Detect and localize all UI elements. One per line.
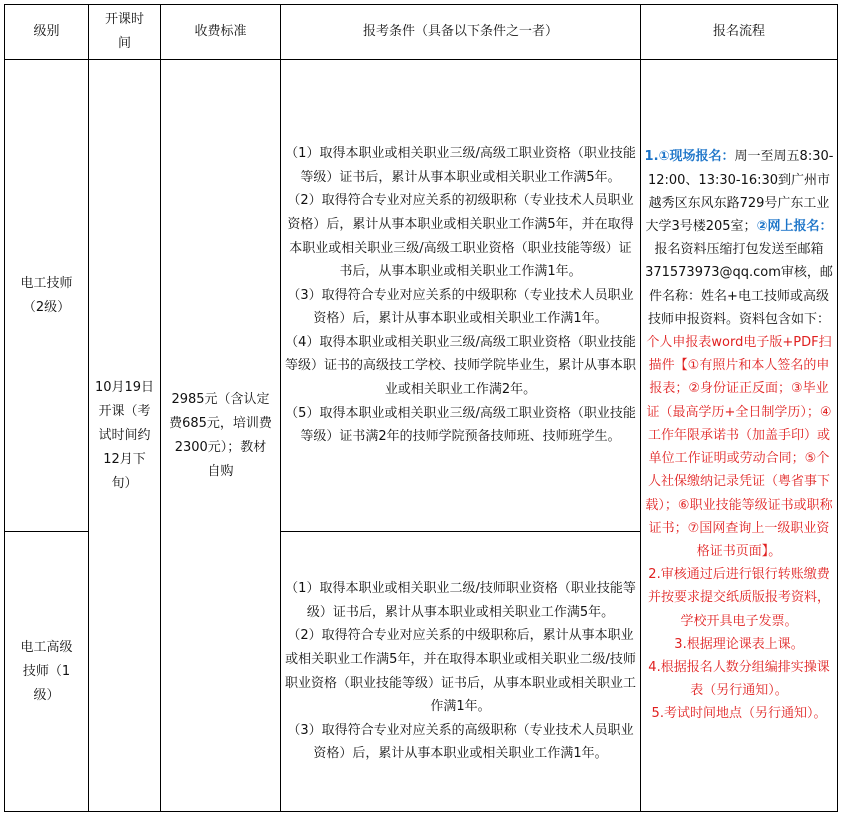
fee-cell: 2985元（含认定费685元，培训费2300元）；教材自购 — [161, 60, 281, 812]
process-step-5: 5.考试时间地点（另行通知）。 — [651, 706, 827, 722]
level-cell: 电工高级技师（1级） — [5, 532, 89, 812]
condition-item: （5）取得本职业或相关职业三级/高级工职业资格（职业技能等级）证书满2年的技师学院预备技师班、技师班学生。 — [285, 405, 636, 445]
header-level: 级别 — [5, 5, 89, 60]
condition-item: （1）取得本职业或相关职业二级/技师职业资格（职业技能等级）证书后，累计从事本职业或相关职业工作满5年。 — [285, 581, 636, 620]
process-cell — [641, 60, 838, 812]
header-process: 报名流程 — [641, 5, 838, 60]
online-label: ②网上报名： — [756, 219, 833, 235]
header-fee: 收费标准 — [161, 5, 281, 60]
materials-text: 个人申报表word电子版+PDF扫描件【①有照片和本人签名的申报表；②身份证正反面；③毕业证（最高学历+全日制学历）；④工作年限承诺书（加盖手印）或单位工作证明或劳动合同；⑤个人社保缴纳记录凭证（粤省事下载）；⑥职业技能等级证书或职称证书；⑦国网查询上一级职业资格证书页面】。 — [645, 335, 833, 559]
conditions-list — [281, 142, 640, 449]
process-step-2: 2.审核通过后进行银行转账缴费并按要求提交纸质版报考资料，学校开具电子发票。 — [647, 567, 830, 629]
condition-item: （2）取得符合专业对应关系的初级职称（专业技术人员职业资格）后，累计从事本职业或相关职业工作满5年，并在取得本职业或相关职业三级/高级工职业资格（职业技能等级）证书后，从事本职业或相关职业工作满1年。 — [287, 193, 634, 280]
condition-item: （1）取得本职业或相关职业三级/高级工职业资格（职业技能等级）证书后，累计从事本职业或相关职业工作满5年。 — [285, 146, 636, 185]
onsite-label: 1.①现场报名： — [644, 149, 735, 165]
condition-item: （3）取得符合专业对应关系的中级职称（专业技术人员职业资格）后，累计从事本职业或相关职业工作满1年。 — [287, 287, 634, 327]
start-time-cell: 10月19日开课（考试时间约12月下旬） — [89, 60, 161, 812]
online-text: 报名资料压缩打包发送至邮箱371573973@qq.com审核，邮件名称：姓名+电工技师或高级技师申报资料。资料包含如下： — [645, 242, 833, 327]
conditions-list — [281, 577, 640, 766]
table-row — [5, 60, 838, 532]
conditions-cell — [281, 532, 641, 812]
process-step-4: 4.根据报名人数分组编排实操课表（另行通知）。 — [648, 659, 830, 699]
header-row — [5, 5, 838, 60]
header-start-time: 开课时间 — [89, 5, 161, 60]
level-cell: 电工技师（2级） — [5, 60, 89, 532]
conditions-cell — [281, 60, 641, 532]
condition-item: （4）取得本职业或相关职业三级/高级工职业资格（职业技能等级）证书的高级技工学校、技师学院毕业生，累计从事本职业或相关职业工作满2年。 — [285, 334, 637, 398]
registration-table — [4, 4, 838, 812]
header-conditions: 报考条件（具备以下条件之一者） — [281, 5, 641, 60]
onsite-text: 周一至周五8:30-12:00、13:30-16:30到广州市越秀区东风东路729号广东工业大学3号楼205室； — [645, 149, 834, 235]
process-content — [641, 145, 837, 725]
condition-item: （3）取得符合专业对应关系的高级职称（专业技术人员职业资格）后，累计从事本职业或相关职业工作满1年。 — [287, 722, 634, 762]
process-step-3: 3.根据理论课表上课。 — [674, 636, 804, 652]
condition-item: （2）取得符合专业对应关系的中级职称后，累计从事本职业或相关职业工作满5年，并在取得本职业或相关职业二级/技师职业资格（职业技能等级）证书后，从事本职业或相关职业工作满1年。 — [285, 628, 637, 715]
